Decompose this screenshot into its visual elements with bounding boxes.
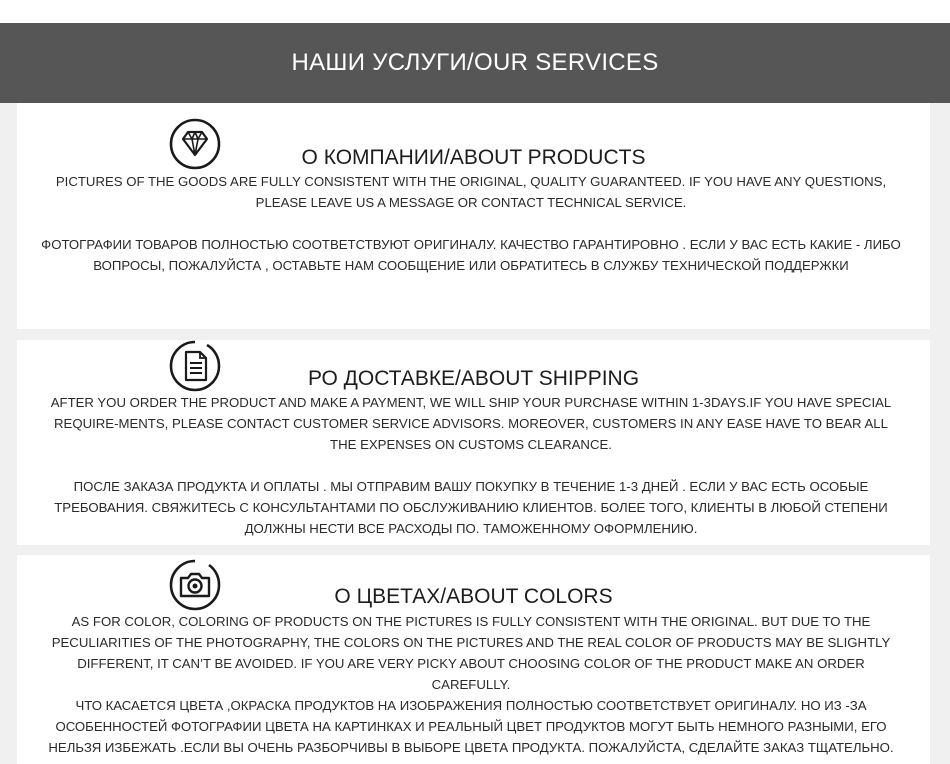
- section-about-products: [17, 103, 930, 329]
- section-text-ru: ФОТОГРАФИИ ТОВАРОВ ПОЛНОСТЬЮ СООТВЕТСТВУЮТ ОРИГИНАЛУ. КАЧЕСТВО ГАРАНТИРОВНО . ЕСЛИ У ВАС ЕСТЬ КАКИЕ - ЛИБО ВОПРОСЫ, ПОЖАЛУЙСТА , ОСТАВЬТЕ НАМ СООБЩЕНИЕ ИЛИ ОБРАТИТЕСЬ В СЛУЖБУ ТЕХНИЧЕСКОЙ ПОДДЕРЖКИ: [41, 237, 901, 273]
- section-text-en: AS FOR COLOR, COLORING OF PRODUCTS ON THE PICTURES IS FULLY CONSISTENT WITH THE ORIGINAL. BUT DUE TO THE PECULIARITIES OF THE PHOTOGRAPHY, THE COLORS ON THE PICTURES AND THE REAL COLOR OF PRODUCTS MAY BE SLIGHTLY DIFFERENT, IT CAN’T BE AVOIDED. IF YOU ARE VERY PICKY ABOUT CHOOSING COLOR OF THE PRODUCT MAKE AN ORDER CAREFULLY.: [51, 614, 891, 692]
- top-strip: [0, 0, 950, 23]
- section-text-en: AFTER YOU ORDER THE PRODUCT AND MAKE A PAYMENT, WE WILL SHIP YOUR PURCHASE WITHIN 1-3DAYS.IF YOU HAVE SPECIAL REQUIRE-MENTS, PLEASE CONTACT CUSTOMER SERVICE ADVISORS. MOREOVER, CUSTOMERS IN ANY EASE HAVE TO BEAR ALL THE EXPENSES ON CUSTOMS CLEARANCE.: [50, 395, 892, 452]
- section-title: О КОМПАНИИ/ABOUT PRODUCTS: [301, 146, 646, 169]
- section-text-ru: ЧТО КАСАЕТСЯ ЦВЕТА ,ОКРАСКА ПРОДУКТОВ НА ИЗОБРАЖЕНИЯ ПОЛНОСТЬЮ СООТВЕТСТВУЕТ ОРИГИНАЛУ. НО ИЗ -ЗА ОСОБЕННОСТЕЙ ФОТОГРАФИИ ЦВЕТА НА КАРТИНКАХ И РЕАЛЬНЫЙ ЦВЕТ ПРОДУКТОВ МОГУТ БЫТЬ НЕМНОГО РАЗНЫМИ, ЕГО НЕЛЬЗЯ ИЗБЕЖАТЬ .ЕСЛИ ВЫ ОЧЕНЬ РАЗБОРЧИВЫ В ВЫБОРЕ ЦВЕТА ПРОДУКТА. ПОЖАЛУЙСТА, СДЕЛАЙТЕ ЗАКАЗ ТЩАТЕЛЬНО.: [48, 698, 894, 755]
- section-about-shipping: [17, 340, 930, 545]
- banner-title: НАШИ УСЛУГИ/OUR SERVICES: [291, 49, 659, 76]
- services-banner: [0, 23, 950, 103]
- section-title: РО ДОСТАВКЕ/ABOUT SHIPPING: [307, 367, 640, 390]
- section-text-ru: ПОСЛЕ ЗАКАЗА ПРОДУКТА И ОПЛАТЫ . МЫ ОТПРАВИМ ВАШУ ПОКУПКУ В ТЕЧЕНИЕ 1-3 ДНЕЙ . ЕСЛИ У ВАС ЕСТЬ ОСОБЫЕ ТРЕБОВАНИЯ. СВЯЖИТЕСЬ С КОНСУЛЬТАНТАМИ ПО ОБСЛУЖИВАНИЮ КЛИЕНТОВ. БОЛЕЕ ТОГО, КЛИЕНТЫ В ЛЮБОЙ СТЕПЕНИ ДОЛЖНЫ НЕСТИ ВСЕ РАСХОДЫ ПО. ТАМОЖЕННОМУ ОФОРМЛЕНИЮ.: [54, 479, 888, 536]
- section-about-colors: [17, 555, 930, 764]
- section-text-en: PICTURES OF THE GOODS ARE FULLY CONSISTENT WITH THE ORIGINAL, QUALITY GUARANTEED. IF YOU HAVE ANY QUESTIONS, PLEASE LEAVE US A MESSAGE OR CONTACT TECHNICAL SERVICE.: [55, 174, 887, 210]
- section-title: О ЦВЕТАХ/ABOUT COLORS: [334, 585, 613, 608]
